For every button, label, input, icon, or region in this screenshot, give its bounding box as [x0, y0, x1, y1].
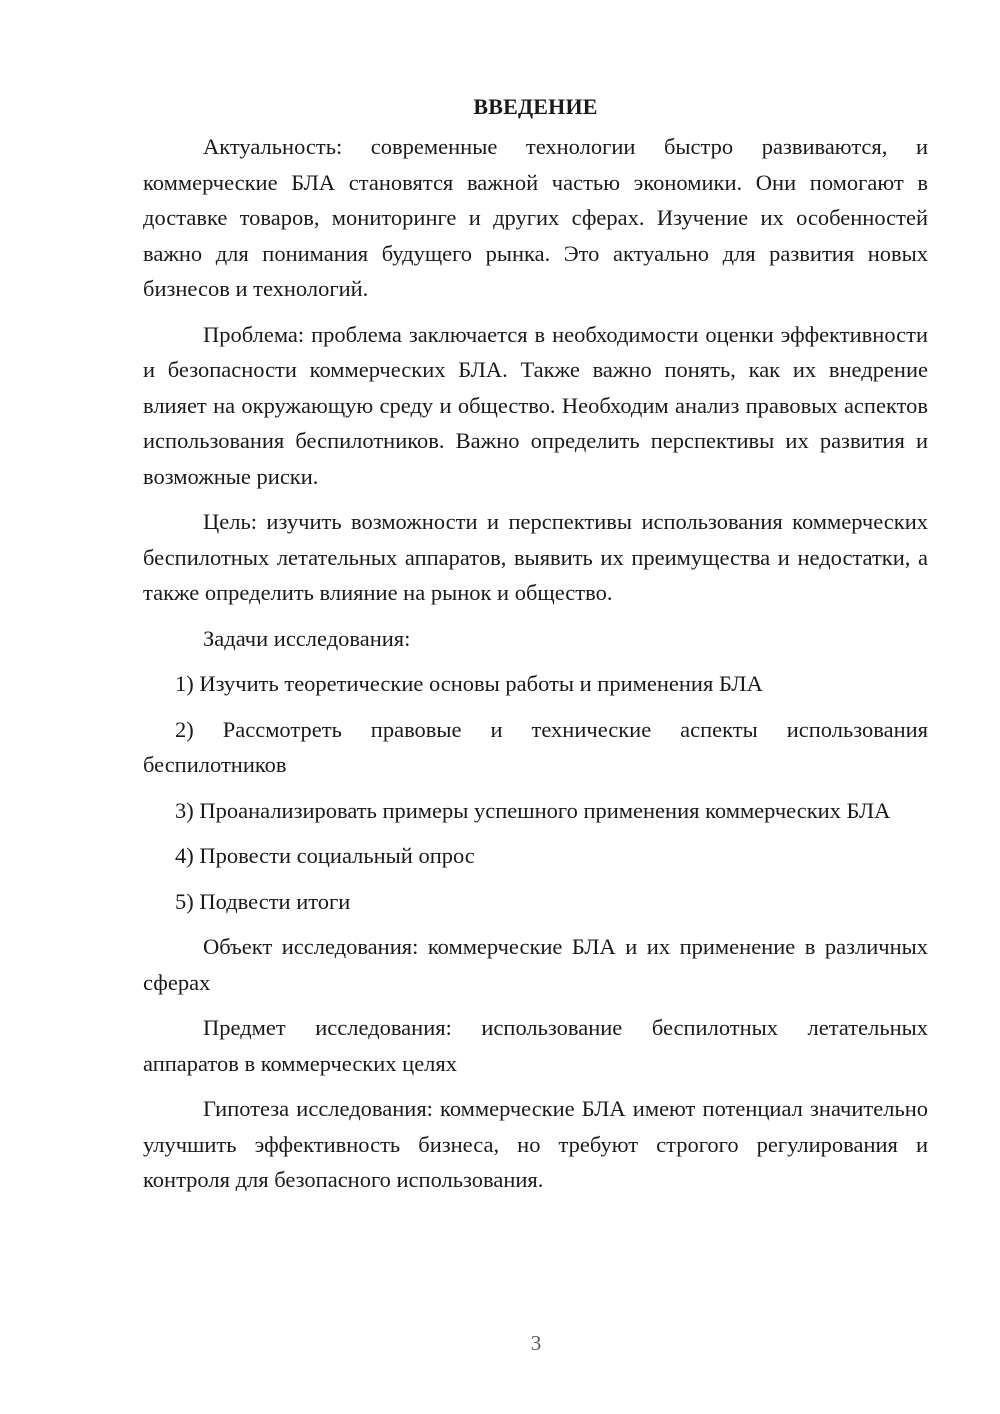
list-item: 2) Рассмотреть правовые и технические аспекты использования беспилотников: [143, 716, 928, 777]
hypothesis-paragraph: Гипотеза исследования: коммерческие БЛА имеют потенциал значительно улучшить эффективность бизнеса, но требуют строгого регулирования и контроля для безопасного использования.: [143, 1096, 928, 1192]
page-number: 3: [530, 1331, 542, 1355]
list-item: 1) Изучить теоретические основы работы и применения БЛА: [175, 671, 763, 696]
subject-paragraph: Предмет исследования: использование беспилотных летательных аппаратов в коммерческих целях: [143, 1015, 928, 1076]
list-item: 3) Проанализировать примеры успешного применения коммерческих БЛА: [175, 797, 891, 823]
object-paragraph: Объект исследования: коммерческие БЛА и их применение в различных сферах: [143, 934, 928, 995]
document-page: [143, 92, 928, 1198]
list-item: 4) Провести социальный опрос: [175, 843, 475, 868]
goal-paragraph: Цель: изучить возможности и перспективы использования коммерческих беспилотных летательных аппаратов, выявить их преимущества и недостатки, а также определить влияние на рынок и общество.: [143, 509, 928, 605]
relevance-paragraph: Актуальность: современные технологии быстро развиваются, и коммерческие БЛА становятся важной частью экономики. Они помогают в доставке товаров, мониторинге и других сферах. Изучение их особенностей важно для понимания будущего рынка. Это актуально для развития новых бизнесов и технологий.: [143, 134, 928, 301]
list-item: 5) Подвести итоги: [175, 888, 351, 914]
page-title: ВВЕДЕНИЕ: [473, 94, 598, 119]
tasks-list: [143, 666, 928, 919]
tasks-title: Задачи исследования:: [203, 625, 411, 651]
problem-paragraph: Проблема: проблема заключается в необходимости оценки эффективности и безопасности коммерческих БЛА. Также важно понять, как их внедрение влияет на окружающую среду и общество. Необходим анализ правовых аспектов использования беспилотников. Важно определить перспективы их развития и возможные риски.: [143, 321, 928, 489]
